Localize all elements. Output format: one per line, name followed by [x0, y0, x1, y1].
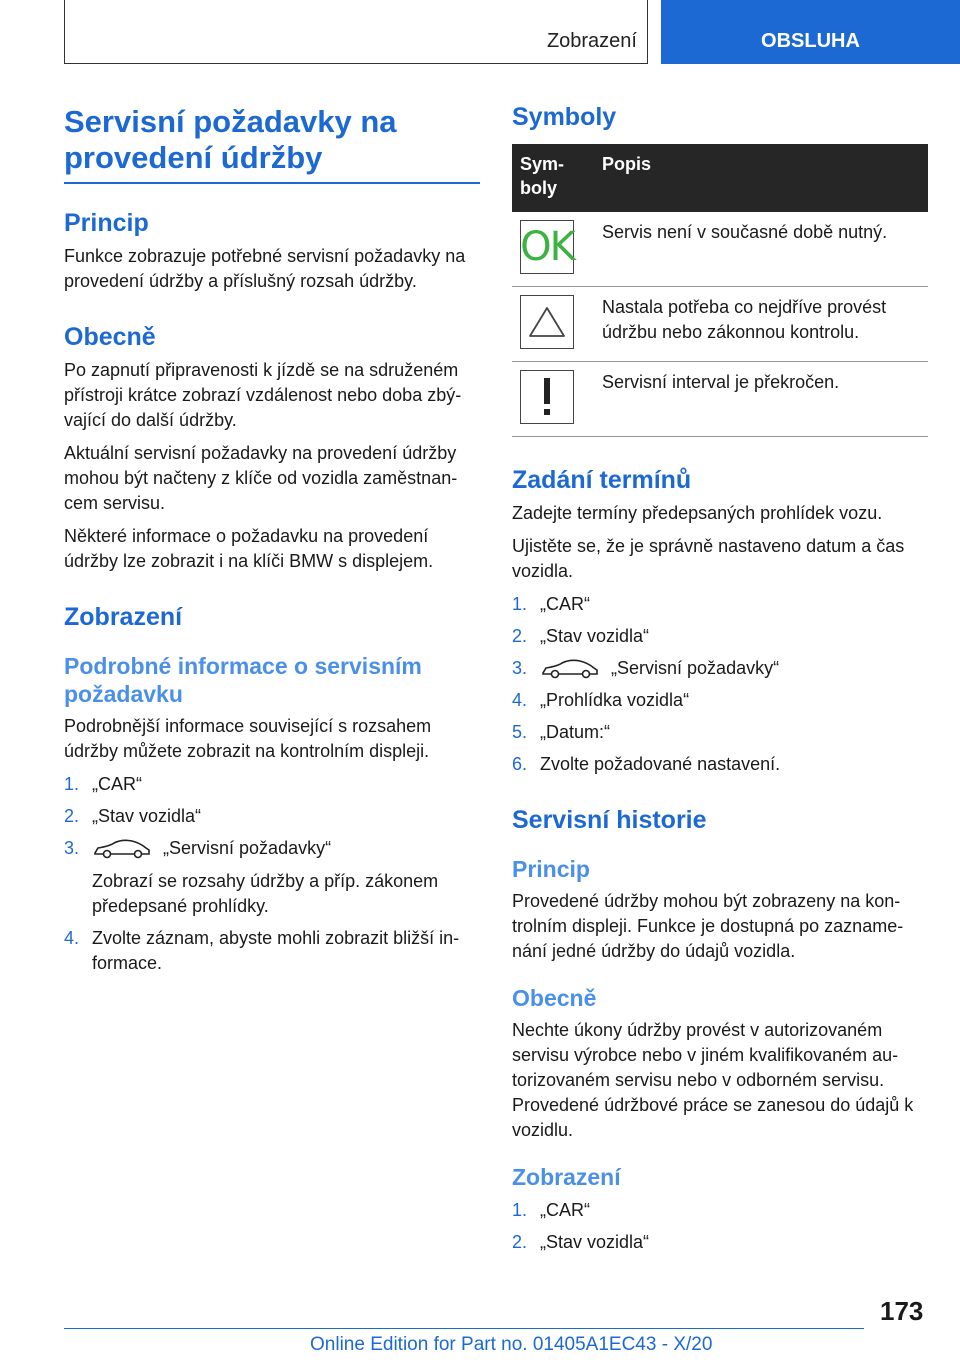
header-chapter-label: OBSLUHA — [761, 29, 860, 52]
header-section: Zobrazení — [546, 30, 637, 52]
table-row — [512, 212, 928, 287]
step-text: „Prohlídka vozidla“ — [540, 690, 690, 711]
table-header-symbol: Sym-boly — [512, 144, 594, 212]
footer-edition: Online Edition for Part no. 01405A1EC43 - X/20 — [310, 1334, 713, 1355]
step-text: „Servisní požadavky“ — [611, 658, 780, 678]
symbol-description: Nastala potřeba co nejdříve provést údržbu nebo zákonnou kontrolu. — [594, 287, 928, 362]
historie-steps — [512, 1198, 928, 1255]
list-item — [512, 624, 928, 649]
obecne-paragraph-3: Některé informace o požadavku na provedení údržby lze zobrazit i na klíči BMW s displejem. — [64, 526, 434, 571]
list-item — [64, 926, 480, 976]
step-subtext: Zobrazí se rozsahy údržby a příp. zákonem předepsané prohlídky. — [92, 871, 439, 917]
zobrazeni-subheading: Podrobné informace o servisním požadavku — [64, 653, 422, 707]
step-text: Zvolte požadované nastavení. — [540, 754, 781, 775]
list-item — [512, 752, 928, 777]
header-chapter-tab — [661, 0, 960, 64]
page-number: 173 — [880, 1296, 924, 1326]
zadani-steps — [512, 592, 928, 777]
list-item — [512, 720, 928, 745]
historie-obecne-text: Nechte úkony údržby provést v autorizovaném servisu výrobce nebo v jiném kvalifikovaném au-torizovaném servisu nebo v odborném servisu. Provedené údržbové práce se zanesou do údajů k vozidlu. — [512, 1020, 914, 1141]
table-row — [512, 362, 928, 437]
list-item — [64, 836, 480, 919]
step-number: 2. — [64, 806, 80, 826]
list-item — [64, 772, 480, 797]
step-number: 4. — [64, 928, 80, 949]
step-number: 3. — [64, 838, 80, 858]
ok-icon-text: OK — [520, 223, 574, 270]
step-text: „Datum:“ — [540, 722, 611, 743]
left-column — [64, 100, 480, 976]
obecne-heading: Obecně — [64, 323, 156, 351]
historie-princip-heading: Princip — [512, 856, 590, 883]
step-text: „CAR“ — [540, 594, 590, 614]
symbol-description: Servis není v současné době nutný. — [594, 212, 928, 287]
list-item — [512, 1198, 928, 1223]
ok-icon — [520, 220, 574, 274]
list-item — [512, 1230, 928, 1255]
historie-obecne-heading: Obecně — [512, 985, 597, 1012]
symbol-description: Servisní interval je překročen. — [594, 362, 928, 437]
zadani-paragraph-1: Zadejte termíny předepsaných prohlídek vozu. — [512, 503, 883, 523]
obecne-paragraph-1: Po zapnutí připravenosti k jízdě se na sdruženém přístroji krátce zobrazí vzdálenost nebo doba zbý-vající do další údržby. — [64, 360, 462, 430]
step-text: „CAR“ — [92, 774, 142, 794]
warning-triangle-icon — [520, 295, 574, 349]
zadani-heading: Zadání termínů — [512, 466, 692, 494]
historie-heading: Servisní historie — [512, 806, 707, 835]
step-text: „Stav vozidla“ — [92, 806, 202, 826]
table-row — [512, 287, 928, 362]
footer-divider — [64, 1328, 864, 1329]
step-number: 2. — [512, 626, 528, 646]
step-number: 1. — [512, 594, 528, 614]
symboly-heading: Symboly — [512, 103, 617, 131]
list-item — [64, 804, 480, 829]
step-number: 2. — [512, 1232, 528, 1253]
princip-heading: Princip — [64, 209, 149, 237]
car-icon — [540, 657, 600, 681]
step-text: Zvolte záznam, abyste mohli zobrazit bližší in-formace. — [92, 928, 460, 974]
zobrazeni-heading: Zobrazení — [64, 603, 183, 631]
step-number: 5. — [512, 722, 528, 743]
list-item — [512, 688, 928, 713]
obecne-paragraph-2: Aktuální servisní požadavky na provedení údržby mohou být načteny z klíče od vozidla zaměstnan-cem servisu. — [64, 443, 458, 513]
step-number: 1. — [64, 774, 80, 794]
princip-text: Funkce zobrazuje potřebné servisní požadavky na provedení údržby a příslušný rozsah údržby. — [64, 246, 466, 291]
historie-zobrazeni-heading: Zobrazení — [512, 1164, 621, 1191]
right-column — [512, 100, 928, 1255]
step-text: „Stav vozidla“ — [540, 1232, 650, 1253]
list-item — [512, 656, 928, 681]
table-header-description: Popis — [594, 144, 928, 212]
step-number: 4. — [512, 690, 528, 711]
page-title: Servisní požadavky na provedení údržby — [64, 100, 480, 184]
step-text: „Servisní požadavky“ — [163, 838, 332, 858]
car-icon — [92, 837, 152, 861]
symbols-table — [512, 144, 928, 437]
zobrazeni-text: Podrobnější informace související s rozsahem údržby můžete zobrazit na kontrolním displeji. — [64, 716, 432, 761]
historie-princip-text: Provedené údržby mohou být zobrazeny na kon-trolním displeji. Funkce je dostupná po zazname-nání jedné údržby do údajů vozidla. — [512, 891, 904, 962]
step-number: 1. — [512, 1200, 528, 1221]
zadani-paragraph-2: Ujistěte se, že je správně nastaveno datum a čas vozidla. — [512, 536, 905, 581]
step-text: „Stav vozidla“ — [540, 626, 650, 646]
zobrazeni-steps — [64, 772, 480, 976]
exclamation-icon — [520, 370, 574, 424]
step-number: 6. — [512, 754, 528, 775]
step-text: „CAR“ — [540, 1200, 590, 1221]
list-item — [512, 592, 928, 617]
step-number: 3. — [512, 658, 528, 678]
